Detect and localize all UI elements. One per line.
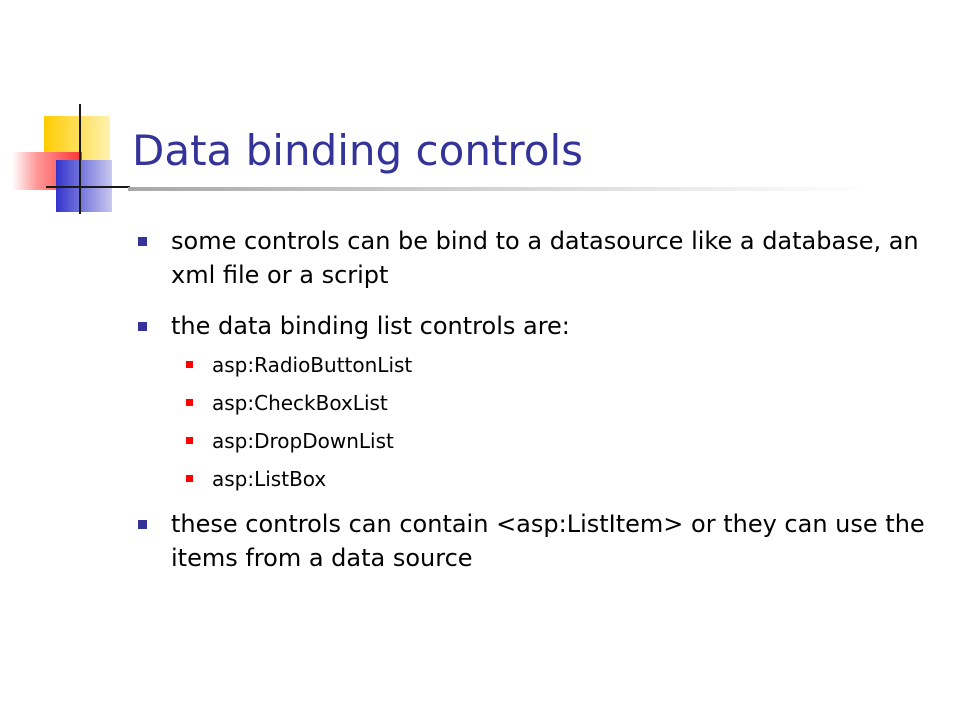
sub-bullet-text: asp:CheckBoxList	[212, 391, 388, 415]
bullet-square-icon	[138, 520, 147, 529]
bullet-square-icon	[138, 237, 147, 246]
bullet-text: some controls can be bind to a datasource like a database, an xml file or a script	[171, 227, 919, 289]
bullet-text: the data binding list controls are:	[171, 312, 570, 340]
bullet-text: these controls can contain <asp:ListItem> or they can use the items from a data source	[171, 510, 925, 572]
sub-bullet-square-icon	[186, 437, 193, 444]
slide-title: Data binding controls	[132, 126, 584, 175]
sub-bullet-text: asp:ListBox	[212, 467, 327, 491]
bullet-square-icon	[138, 322, 147, 331]
sub-bullet-square-icon	[186, 399, 193, 406]
sub-bullet-square-icon	[186, 361, 193, 368]
sub-bullet-text: asp:RadioButtonList	[212, 353, 413, 377]
sub-bullet-square-icon	[186, 475, 193, 482]
sub-bullet-text: asp:DropDownList	[212, 429, 394, 453]
